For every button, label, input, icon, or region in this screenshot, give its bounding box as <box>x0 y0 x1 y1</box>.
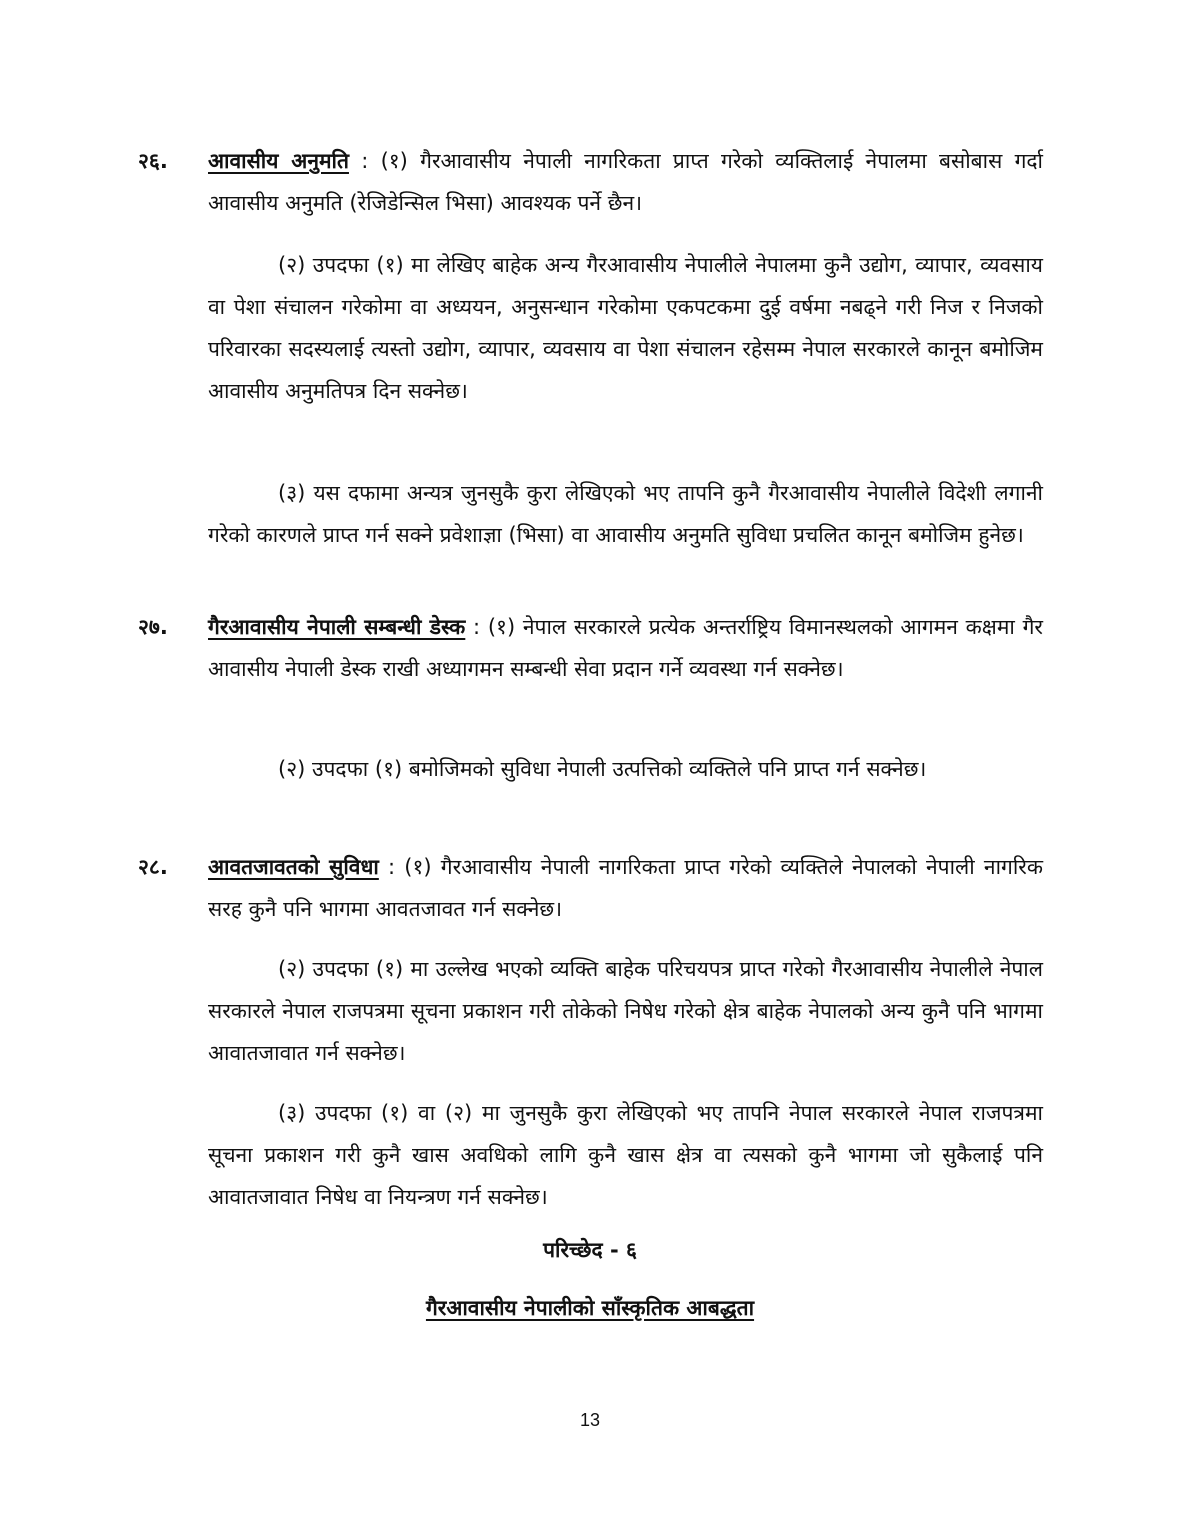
chapter-title: गैरआवासीय नेपालीको साँस्कृतिक आबद्धता <box>425 1296 755 1320</box>
section-26-para-2: (२) उपदफा (१) मा लेखिए बाहेक अन्य गैरआवासीय नेपालीले नेपालमा कुनै उद्योग, व्यापार, व्यवसाय वा पेशा संचालन गरेकोमा वा अध्ययन, अनुसन्धान गरेकोमा एकपटकमा दुई वर्षमा नबढ्ने गरी निज र निजको परिवारका सदस्यलाई त्यस्तो उद्योग, व्यापार, व्यवसाय वा पेशा संचालन रहेसम्म नेपाल सरकारले कानून बमोजिम आवासीय अनुमतिपत्र दिन सक्नेछ। <box>208 253 1043 403</box>
section-heading: आवतजावतको सुविधा <box>208 855 379 879</box>
section-28-para-3: (३) उपदफा (१) वा (२) मा जुनसुकै कुरा लेखिएको भए तापनि नेपाल सरकारले नेपाल राजपत्रमा सूचना प्रकाशन गरी कुनै खास अवधिको लागि कुनै खास क्षेत्र वा त्यसको कुनै भागमा जो सुकैलाई पनि आवातजावात निषेध वा नियन्त्रण गर्न सक्नेछ। <box>208 1101 1043 1209</box>
section-27-para-1-text: : (१) नेपाल सरकारले प्रत्येक अन्तर्राष्ट्रिय विमानस्थलको आगमन कक्षमा गैर आवासीय नेपाली डेस्क राखी अध्यागमन सम्बन्धी सेवा प्रदान गर्ने व्यवस्था गर्न सक्नेछ। <box>208 615 1043 681</box>
chapter-label: परिच्छेद - ६ <box>543 1238 637 1262</box>
section-26-para-1-text: : (१) गैरआवासीय नेपाली नागरिकता प्राप्त गरेको व्यक्तिलाई नेपालमा बसोबास गर्दा आवासीय अनुमति (रेजिडेन्सिल भिसा) आवश्यक पर्ने छैन। <box>208 149 1043 215</box>
section-28-para-2: (२) उपदफा (१) मा उल्लेख भएको व्यक्ति बाहेक परिचयपत्र प्राप्त गरेको गैरआवासीय नेपालीले नेपाल सरकारले नेपाल राजपत्रमा सूचना प्रकाशन गरी तोकेको निषेध गरेको क्षेत्र बाहेक नेपालको अन्य कुनै पनि भागमा आवातजावात गर्न सक्नेछ। <box>208 957 1043 1065</box>
section-27-para-2: (२) उपदफा (१) बमोजिमको सुविधा नेपाली उत्पत्तिको व्यक्तिले पनि प्राप्त गर्न सक्नेछ। <box>278 757 927 781</box>
section-26-para-3: (३) यस दफामा अन्यत्र जुनसुकै कुरा लेखिएको भए तापनि कुनै गैरआवासीय नेपालीले विदेशी लगानी गरेको कारणले प्राप्त गर्न सक्ने प्रवेशाज्ञा (भिसा) वा आवासीय अनुमति सुविधा प्रचलित कानून बमोजिम हुनेछ। <box>208 481 1043 547</box>
section-heading: आवासीय अनुमति <box>208 149 349 173</box>
section-heading: गैरआवासीय नेपाली सम्बन्धी डेस्क <box>208 615 466 639</box>
section-number: २७. <box>138 615 168 639</box>
section-26-para-1 <box>208 140 1043 224</box>
section-number: २८. <box>138 855 168 879</box>
section-number: २६. <box>138 149 168 173</box>
section-27-para-1 <box>208 606 1043 690</box>
section-28-para-1 <box>208 846 1043 930</box>
page-number: 13 <box>579 1410 601 1430</box>
section-28-para-1-text: : (१) गैरआवासीय नेपाली नागरिकता प्राप्त गरेको व्यक्तिले नेपालको नेपाली नागरिक सरह कुनै पनि भागमा आवतजावत गर्न सक्नेछ। <box>208 855 1043 921</box>
